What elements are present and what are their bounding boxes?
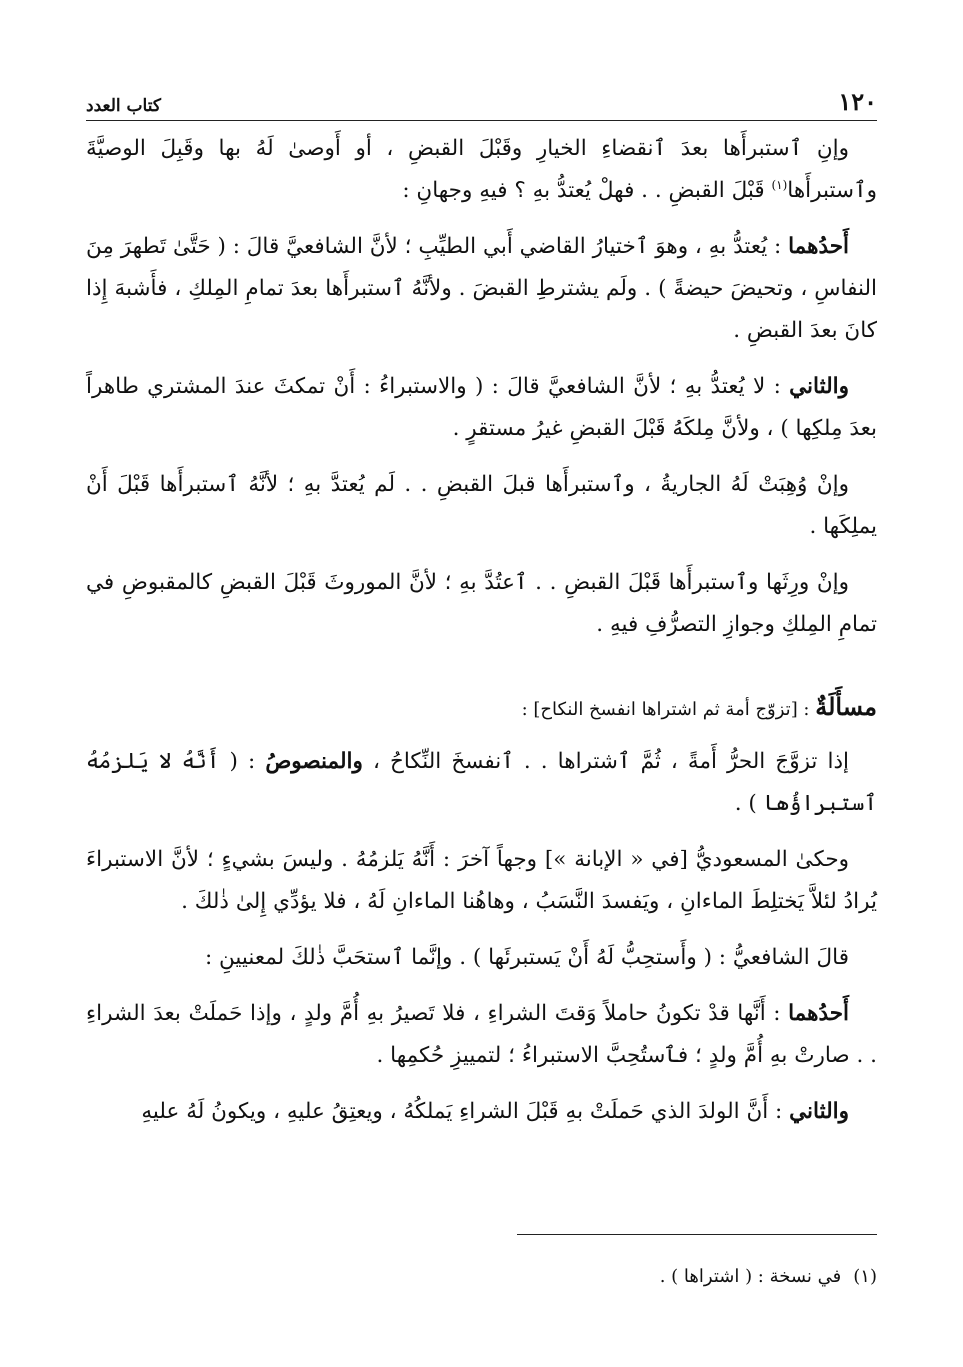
paragraph-4 [86, 464, 877, 548]
paragraph-6-text: إذا تزوَّجَ الحرُّ أَمةً ، ثُمَّ ٱشتراها . . ٱنفسخَ النِّكاحُ ، [362, 749, 849, 774]
paragraph-4-text: وإنْ وُهِبَتْ لَهُ الجاريةُ ، وٱستبرأَها قبلَ القبضِ . . لَم يُعتدَّ بهِ ؛ لأنَّهُ ٱستبرأَها قَبْلَ أَنْ يملِكَها . [86, 472, 877, 539]
paragraph-6-lead: والمنصوصُ [265, 749, 363, 774]
paragraph-2-text: : يُعتدُّ بهِ ، وهوَ ٱختيارُ القاضي أَبي الطيِّبِ ؛ لأنَّ الشافعيَّ قالَ : ( حَتَّىٰ تَطهرَ مِنَ النفاسِ ، وتحيضَ حيضةً ) . ولَم يشترطِ القبضَ . ولأنَّهُ ٱستبرأَها بعدَ تمامِ المِلكِ ، فأَشبهَ إِذا كانَ بعدَ القبضِ . [86, 234, 877, 343]
paragraph-1-end: قَبْلَ القبضِ . . فهلْ يُعتدُّ بهِ ؟ فيهِ وجهانِ : [402, 178, 772, 203]
paragraph-7-text: وحكىٰ المسعوديُّ [في « الإبانة »] وجهاً آخرَ : أَنَّهُ يَلزمُهُ . وليسَ بشيءٍ ؛ لأنَّ الاستبراءَ يُرادُ لئلاَّ يَختلِطَ الماءانِ ، ويَفسدَ النَّسَبُ ، وهاهُنا الماءانِ لَهُ ، فلا يؤدِّي إِلىٰ ذٰلكَ . [86, 847, 877, 914]
paragraph-9-lead: أَحدُهما [788, 1001, 849, 1026]
paragraph-8-text: قالَ الشافعيُّ : ( وأَستحِبُّ لَهُ أَنْ يَستبرئَها ) . وإنَّما ٱستحَبَّ ذٰلكَ لمعنيينِ : [204, 945, 849, 970]
paragraph-10 [86, 1091, 877, 1133]
paragraph-6 [86, 741, 877, 825]
footnote [86, 1262, 877, 1292]
paragraph-9 [86, 993, 877, 1077]
paragraph-2-lead: أَحدُهما [788, 234, 849, 259]
paragraph-2 [86, 226, 877, 352]
running-title: كتاب العدد [86, 96, 161, 116]
paragraph-10-text: : أَنَّ الولدَ الذي حَملَتْ بهِ قَبْلَ الشراءِ يَملكُهُ ، ويعتِقُ عليهِ ، ويكونُ لَهُ عليهِ [141, 1099, 790, 1124]
paragraph-9-text: : أَنَّها قدْ تكونُ حاملاً وَقتَ الشراءِ ، فلا تَصيرُ بهِ أُمَّ ولدٍ ، وإذا حَملَتْ بعدَ الشراءِ . . صارتْ بهِ أُمَّ ولدٍ ؛ فٱستُحِبَّ الاستبراءُ ؛ لتمييزِ حُكمِها . [86, 1001, 877, 1068]
footnote-reference: (١) [771, 177, 788, 192]
paragraph-5-text: وإنْ ورِثَها وٱستبرأَها قَبْلَ القبضِ . . ٱعتُدَّ بهِ ؛ لأنَّ الموروثَ قَبْلَ القبضِ كالمقبوضِ في تمامِ المِلكِ وجوازِ التصرُّفِ فيهِ . [86, 570, 877, 637]
issue-heading [86, 686, 877, 731]
issue-title: : [تزوّج أمة ثم اشتراها انفسخ النكاح] : [521, 699, 816, 720]
page-header [86, 80, 877, 121]
paragraph-1 [86, 128, 877, 212]
footnote-text: في نسخة : ( اشتراها ) . [659, 1266, 842, 1287]
page-number: ١٢٠ [838, 87, 877, 116]
paragraph-8 [86, 937, 877, 979]
paragraph-3 [86, 366, 877, 450]
paragraph-5 [86, 562, 877, 646]
paragraph-6-end: : ( أَنَّهُ لا يَلزمُهُ ٱستبراؤُها ) . [86, 749, 877, 816]
paragraph-3-text: : لا يُعتدُّ بهِ ؛ لأنَّ الشافعيَّ قالَ : ( والاستبراءُ : أَنْ تمكثَ عندَ المشتري طاهراً بعدَ مِلكِها ) ، ولأنَّ مِلكَهُ قَبْلَ القبضِ غيرُ مستقرٍ . [86, 374, 877, 441]
paragraph-7 [86, 839, 877, 923]
paragraph-1-text: وإنِ ٱستبرأَها بعدَ ٱنقضاءِ الخيارِ وقَبْلَ القبضِ ، أو أَوصىٰ لَهُ بها وقَبِلَ الوصيَّةَ وٱستبرأَها [86, 136, 877, 203]
paragraph-3-lead: والثاني [789, 374, 849, 399]
paragraph-10-lead: والثاني [789, 1099, 849, 1124]
footnote-divider [517, 1234, 877, 1235]
issue-word: مسأَلَةٌ [815, 692, 877, 721]
footnote-number: (١) [853, 1266, 877, 1287]
page-body [86, 128, 877, 1147]
